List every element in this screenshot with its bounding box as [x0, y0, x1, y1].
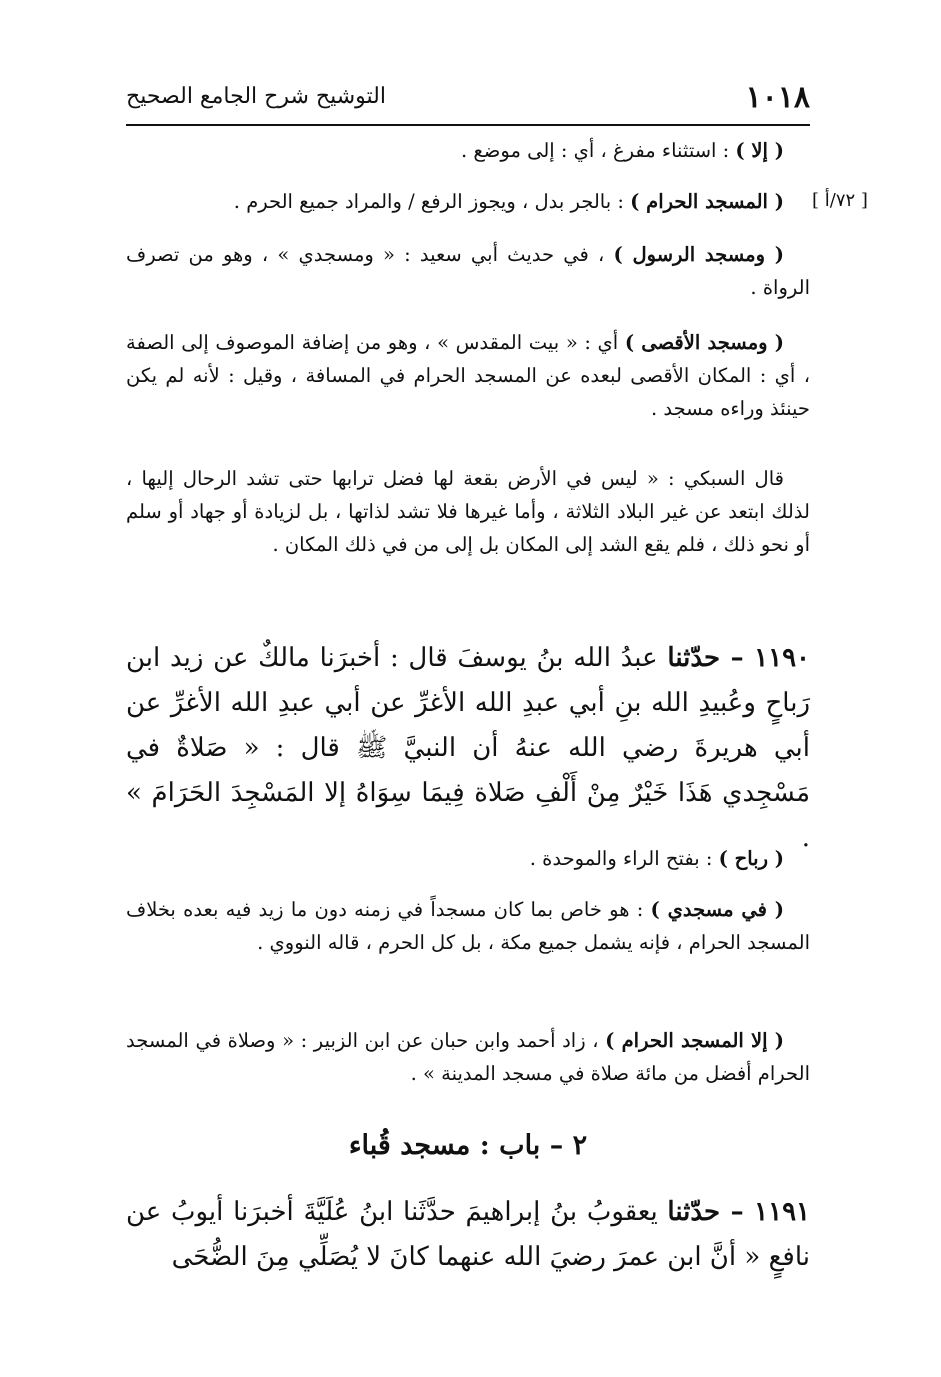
note-illa-masjid-haram: [126, 1024, 810, 1090]
page-number: ١٠١٨: [745, 80, 810, 115]
subki-quote: [126, 462, 810, 561]
note-masjid-rasul: [126, 238, 810, 304]
margin-folio-note: [ ٧٢/أ ]: [812, 190, 868, 211]
note-text: ، في حديث أبي سعيد : « ومسجدي » ، وهو من تصرف الرواة .: [126, 243, 810, 299]
note-term: ( إلا ): [735, 139, 784, 162]
hadith-1191: [126, 1190, 810, 1280]
note-term: ( ومسجد الرسول ): [613, 243, 784, 266]
note-masjid-aqsa: [126, 326, 810, 425]
note-text: : بفتح الراء والموحدة .: [529, 847, 719, 870]
note-text: ، زاد أحمد وابن حبان عن ابن الزبير : « وصلاة في المسجد الحرام أفضل من مائة صلاة في مسجد المدينة » .: [126, 1029, 810, 1085]
note-term: ( رباح ): [718, 847, 784, 870]
hadith-lead: ١١٩١ – حدّثنا: [667, 1197, 810, 1227]
hadith-1190: [126, 636, 810, 861]
note-illa: [126, 134, 810, 167]
note-term: ( ومسجد الأقصى ): [624, 331, 784, 354]
note-term: ( إلا المسجد الحرام ): [605, 1029, 784, 1052]
page-header: [126, 78, 810, 126]
section-title: ٢ – باب : مسجد قُباء: [348, 1130, 588, 1161]
quote-text: قال السبكي : « ليس في الأرض بقعة لها فضل ترابها حتى تشد الرحال إليها ، لذلك ابتعد عن غير البلاد الثلاثة ، وأما غيرها فلا تشد لذاتها ، بل لزيادة أو جهاد أو سلم أو نحو ذلك ، فلم يقع الشد إلى المكان بل إلى من في ذلك المكان .: [126, 467, 810, 556]
note-masjid-haram: [126, 185, 810, 218]
note-term: ( المسجد الحرام ): [630, 190, 784, 213]
note-term: ( في مسجدي ): [650, 898, 784, 921]
note-text: : استثناء مفرغ ، أي : إلى موضع .: [461, 139, 736, 162]
hadith-text: عبدُ الله بنُ يوسفَ قال : أخبرَنا مالكٌ عن زيد ابن رَباحٍ وعُبيدِ الله بنِ أبي عبدِ الله الأغرِّ عن أبي عبدِ الله الأغرِّ عن أبي هريرةَ رضي الله عنهُ أن النبيَّ ﷺ قال : « صَلاةٌ في مَسْجِدي هَذَا خَيْرٌ مِنْ أَلْفِ صَلاة فِيمَا سِوَاهُ إلا المَسْجِدَ الحَرَامَ » .: [126, 643, 811, 853]
note-fi-masjidi: [126, 893, 810, 959]
note-text: أي : « بيت المقدس » ، وهو من إضافة الموصوف إلى الصفة ، أي : المكان الأقصى لبعده عن المسجد الحرام في المسافة ، وقيل : لأنه لم يكن حينئذ وراءه مسجد .: [126, 331, 810, 420]
note-text: : بالجر بدل ، ويجوز الرفع / والمراد جميع الحرم .: [233, 190, 631, 213]
note-rabah: [126, 842, 810, 875]
note-text: : هو خاص بما كان مسجداً في زمنه دون ما زيد فيه بعده بخلاف المسجد الحرام ، فإنه يشمل جميع مكة ، بل كل الحرم ، قاله النووي .: [126, 898, 810, 954]
hadith-text: يعقوبُ بنُ إبراهيمَ حدَّثَنا ابنُ عُلَيَّةَ أخبرَنا أيوبُ عن نافعٍ « أنَّ ابن عمرَ رضيَ الله عنهما كانَ لا يُصَلِّي مِنَ الضُّحَى: [126, 1197, 810, 1272]
running-title: التوشيح شرح الجامع الصحيح: [126, 84, 386, 109]
hadith-lead: ١١٩٠ – حدّثنا: [667, 643, 810, 673]
